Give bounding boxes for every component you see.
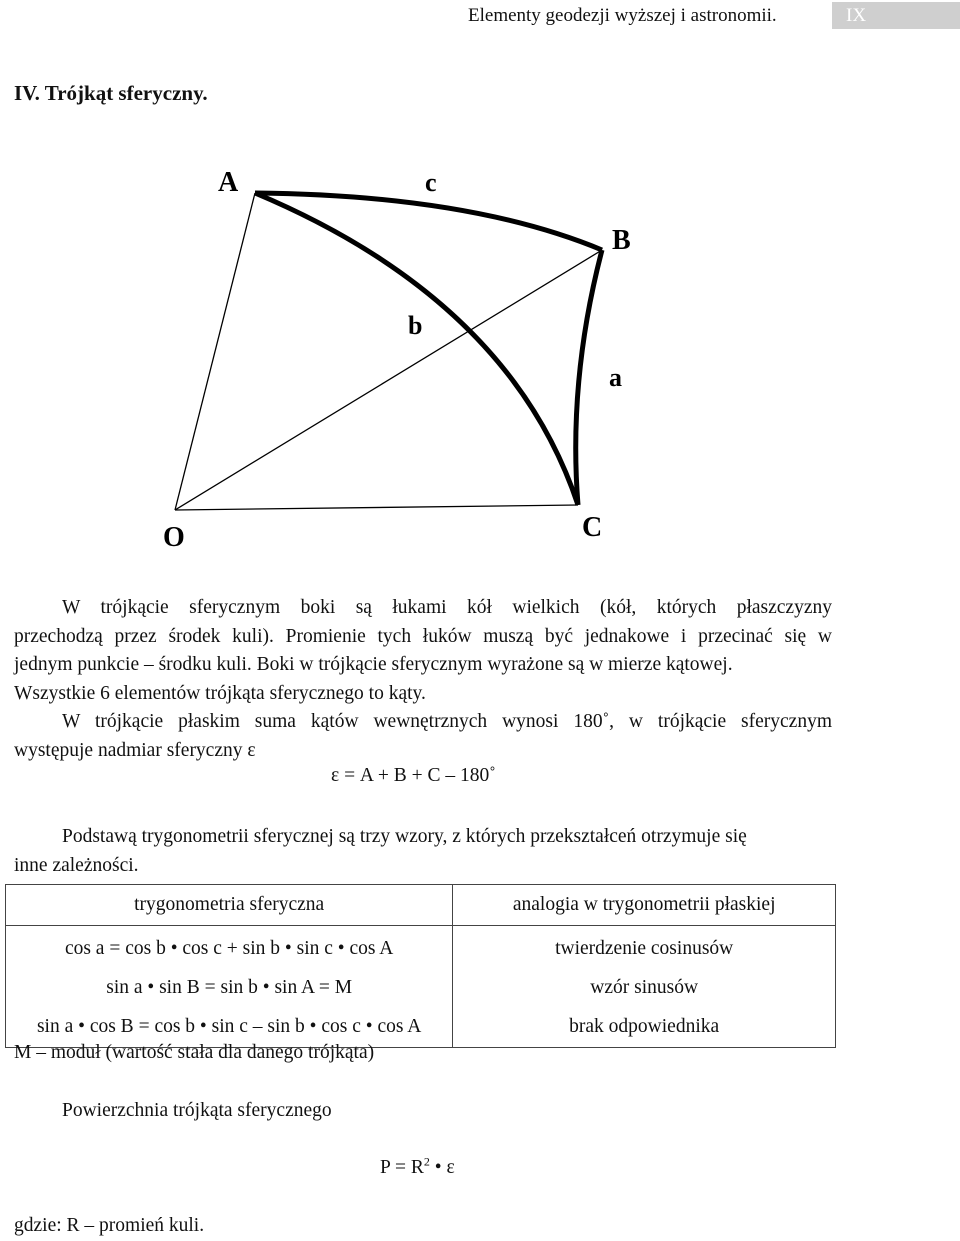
vertex-label-c: C bbox=[582, 512, 603, 543]
text-line: W trójkącie sferycznym boki są łukami kół wielkich (kół, których płaszczyzny bbox=[62, 597, 832, 618]
vertex-label-b: B bbox=[612, 225, 631, 256]
paragraph-angle-sum bbox=[14, 708, 832, 765]
table-cell: brak odpowiednika bbox=[453, 1007, 836, 1048]
text-line: jednym punkcie – środku kuli. Boki w trójkącie sferycznym wyrażone są w mierze kątowej. bbox=[14, 654, 733, 675]
table-cell: wzór sinusów bbox=[453, 968, 836, 1007]
table-cell: sin a • sin B = sin b • sin A = M bbox=[6, 968, 453, 1007]
text-line: Podstawą trygonometrii sferycznej są trzy wzory, z których przekształceń otrzymuje się bbox=[62, 826, 747, 847]
side-label-c: c bbox=[425, 168, 437, 197]
table-cell: twierdzenie cosinusów bbox=[453, 926, 836, 969]
area-formula-exponent: 2 bbox=[423, 1154, 430, 1169]
spherical-excess-formula: ε = A + B + C – 180˚ bbox=[331, 765, 496, 786]
trigonometry-comparison-table bbox=[5, 884, 836, 1048]
area-heading: Powierzchnia trójkąta sferycznego bbox=[62, 1100, 332, 1121]
area-formula-rhs: • ε bbox=[429, 1157, 455, 1178]
vertex-label-a: A bbox=[218, 167, 239, 198]
table-header-cell: trygonometria sferyczna bbox=[6, 885, 453, 926]
radius-line-oc bbox=[175, 505, 578, 510]
radius-line-oa bbox=[175, 193, 255, 510]
area-formula bbox=[380, 1154, 455, 1179]
arc-c bbox=[255, 193, 602, 250]
table-header-row bbox=[6, 885, 836, 926]
paragraph-basic-formulas bbox=[14, 823, 832, 880]
table-row bbox=[6, 926, 836, 969]
arc-b bbox=[255, 193, 578, 505]
spherical-triangle-figure bbox=[150, 160, 650, 560]
table-header-cell: analogia w trygonometrii płaskiej bbox=[453, 885, 836, 926]
side-label-b: b bbox=[408, 311, 423, 340]
text-line: przechodzą przez środek kuli). Promienie tych łuków muszą być jednakowe i przecinać się w bbox=[14, 625, 832, 647]
side-label-a: a bbox=[609, 363, 622, 392]
area-formula-lhs: P = R bbox=[380, 1157, 424, 1178]
page-badge: IX bbox=[832, 2, 960, 29]
modulus-note: M – moduł (wartość stała dla danego trójkąta) bbox=[14, 1042, 375, 1063]
paragraph-spherical-sides bbox=[14, 594, 832, 708]
text-line: Wszystkie 6 elementów trójkąta sferycznego to kąty. bbox=[14, 682, 426, 704]
table-cell: cos a = cos b • cos c + sin b • sin c • cos A bbox=[6, 926, 453, 969]
radius-line-ob bbox=[175, 250, 602, 510]
text-line: występuje nadmiar sferyczny ε bbox=[14, 739, 256, 761]
arc-a bbox=[576, 250, 602, 505]
center-label-o: O bbox=[163, 522, 185, 553]
table-cell: sin a • cos B = cos b • sin c – sin b • cos c • cos A bbox=[6, 1007, 453, 1048]
table-row bbox=[6, 968, 836, 1007]
header-title: Elementy geodezji wyższej i astronomii. bbox=[468, 5, 777, 26]
section-title: IV. Trójkąt sferyczny. bbox=[14, 81, 208, 105]
where-note: gdzie: R – promień kuli. bbox=[14, 1215, 205, 1236]
text-line: W trójkącie płaskim suma kątów wewnętrznych wynosi 180˚, w trójkącie sferycznym bbox=[62, 711, 832, 732]
text-line: inne zależności. bbox=[14, 854, 139, 876]
